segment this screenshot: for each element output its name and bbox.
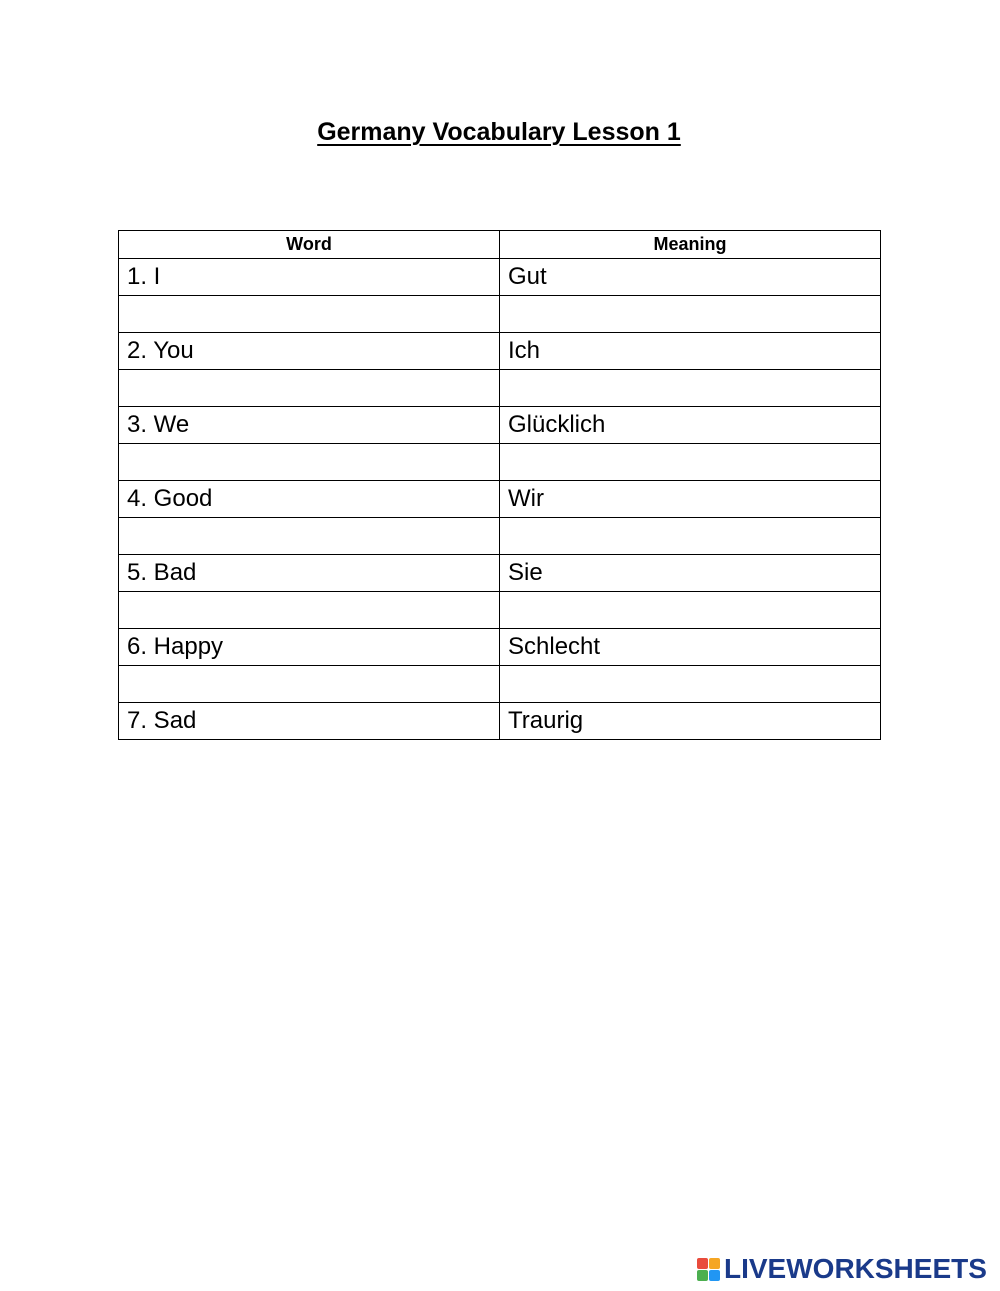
answer-cell[interactable] <box>500 370 881 407</box>
answer-cell[interactable] <box>500 296 881 333</box>
brand-name: LIVEWORKSHEETS <box>724 1253 987 1284</box>
logo-square <box>697 1258 708 1269</box>
answer-cell[interactable] <box>119 296 500 333</box>
answer-cell[interactable] <box>500 592 881 629</box>
answer-cell[interactable] <box>500 666 881 703</box>
meaning-cell: Traurig <box>500 703 881 740</box>
table-row-answer <box>119 370 881 407</box>
liveworksheets-brand[interactable] <box>697 1254 987 1284</box>
table-row <box>119 555 881 592</box>
table-row <box>119 629 881 666</box>
table-header-row <box>119 231 881 259</box>
answer-cell[interactable] <box>119 370 500 407</box>
word-cell: 6. Happy <box>119 629 500 666</box>
table-row <box>119 333 881 370</box>
word-cell: 1. I <box>119 259 500 296</box>
table-row-answer <box>119 444 881 481</box>
answer-cell[interactable] <box>119 592 500 629</box>
word-cell: 5. Bad <box>119 555 500 592</box>
answer-cell[interactable] <box>500 444 881 481</box>
vocabulary-table <box>118 230 881 740</box>
answer-cell[interactable] <box>500 518 881 555</box>
meaning-cell: Ich <box>500 333 881 370</box>
column-header-meaning: Meaning <box>500 231 881 259</box>
meaning-cell: Gut <box>500 259 881 296</box>
logo-square <box>709 1258 720 1269</box>
logo-square <box>697 1270 708 1281</box>
word-cell: 4. Good <box>119 481 500 518</box>
column-header-word: Word <box>119 231 500 259</box>
liveworksheets-logo-icon <box>697 1258 720 1281</box>
logo-square <box>709 1270 720 1281</box>
table-row-answer <box>119 666 881 703</box>
answer-cell[interactable] <box>119 666 500 703</box>
table-row <box>119 703 881 740</box>
page-title: Germany Vocabulary Lesson 1 <box>317 118 681 146</box>
answer-cell[interactable] <box>119 444 500 481</box>
table-row-answer <box>119 592 881 629</box>
meaning-cell: Glücklich <box>500 407 881 444</box>
answer-cell[interactable] <box>119 518 500 555</box>
table-row <box>119 481 881 518</box>
table-row <box>119 407 881 444</box>
table-row-answer <box>119 518 881 555</box>
table-row-answer <box>119 296 881 333</box>
word-cell: 3. We <box>119 407 500 444</box>
meaning-cell: Wir <box>500 481 881 518</box>
meaning-cell: Schlecht <box>500 629 881 666</box>
word-cell: 2. You <box>119 333 500 370</box>
table-row <box>119 259 881 296</box>
meaning-cell: Sie <box>500 555 881 592</box>
word-cell: 7. Sad <box>119 703 500 740</box>
